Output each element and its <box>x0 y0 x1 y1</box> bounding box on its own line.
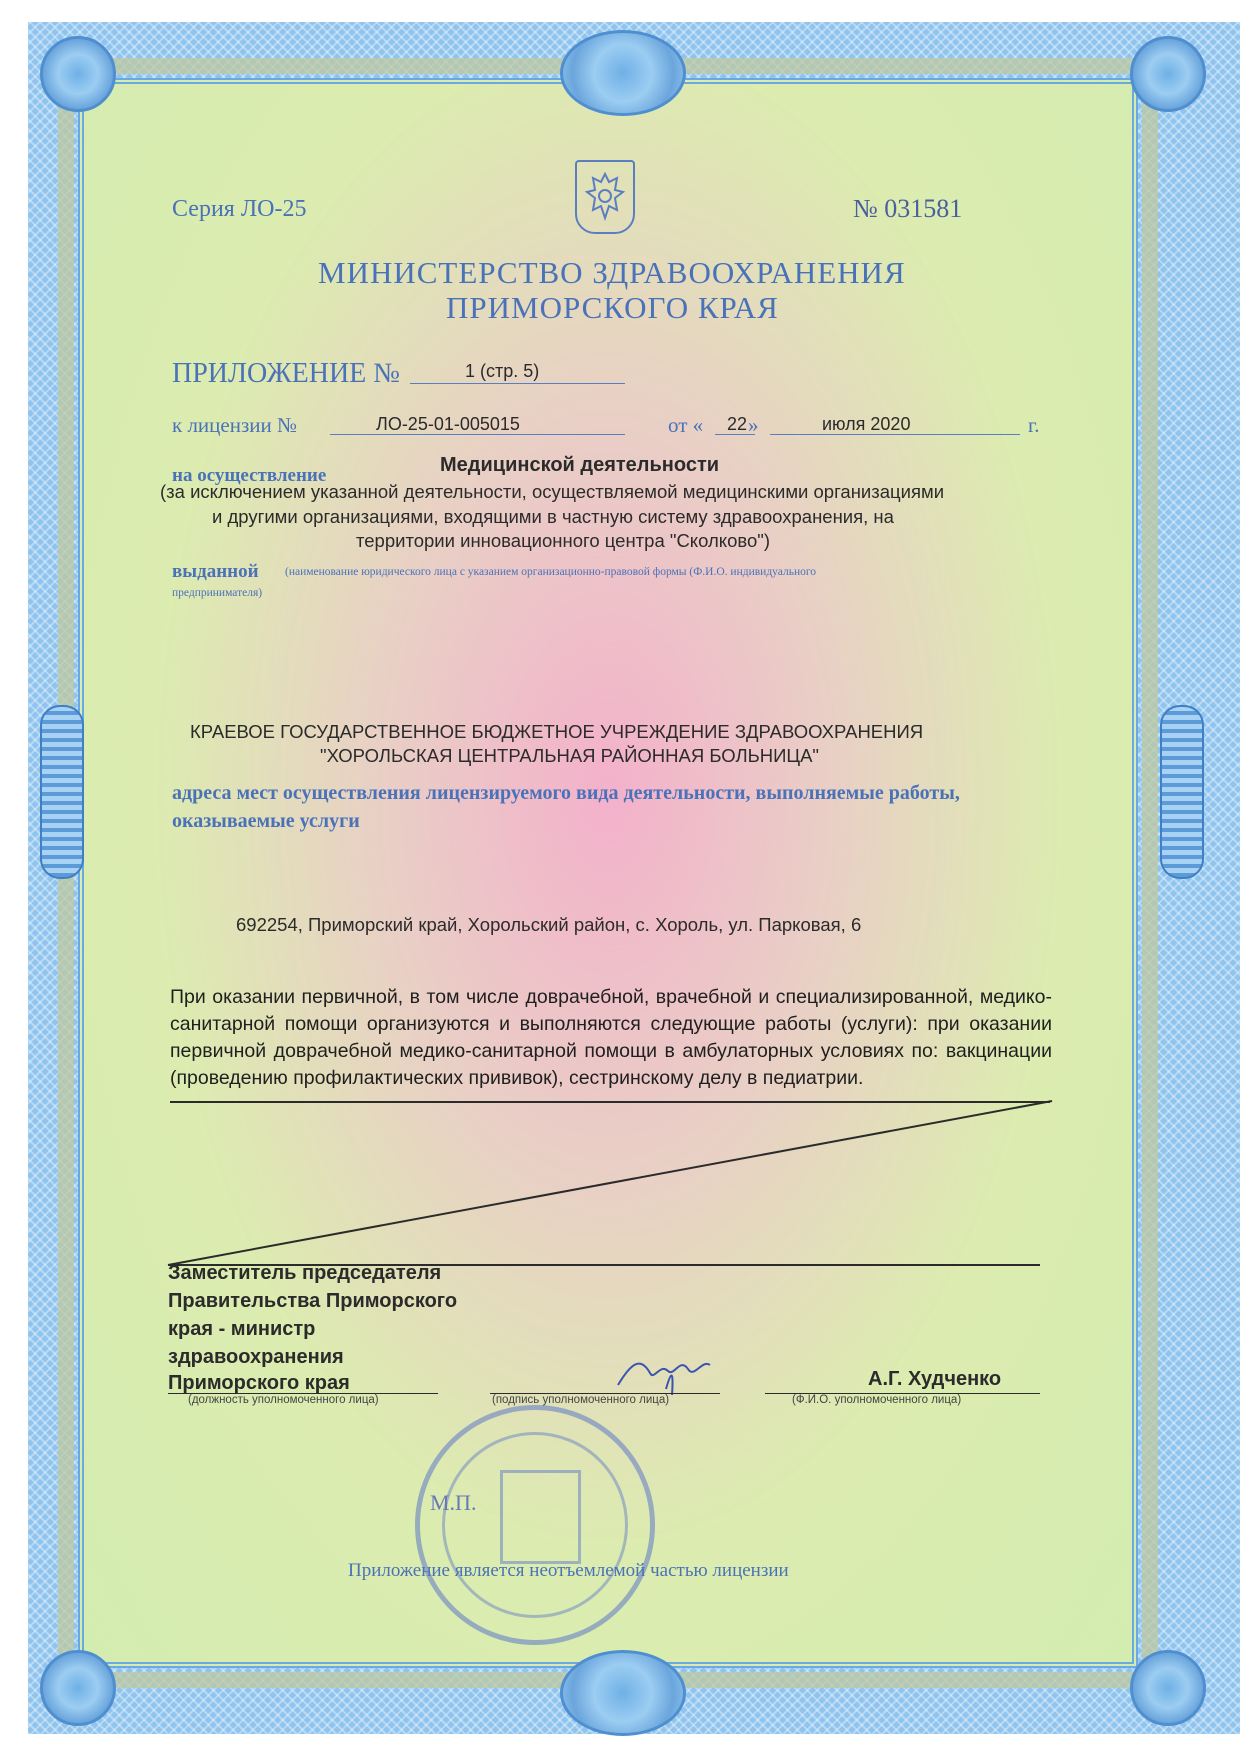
form-number: № 031581 <box>853 194 963 223</box>
coat-of-arms-icon <box>575 160 635 234</box>
license-day: 22 <box>727 414 748 434</box>
top-rosette <box>560 30 686 116</box>
corner-rosette-bl <box>40 1650 116 1726</box>
position-caption: (должность уполномоченного лица) <box>188 1394 379 1406</box>
seal-emblem-icon <box>500 1470 581 1564</box>
signature-caption: (подпись уполномоченного лица) <box>492 1394 670 1406</box>
signer-position-line1: Заместитель председателя <box>168 1262 442 1284</box>
license-number-underline <box>330 434 625 435</box>
activity-note-line3: территории инновационного центра "Сколково") <box>356 530 771 551</box>
date-from-label: от « <box>668 413 704 437</box>
left-ornament <box>40 705 84 879</box>
license-month-year: июля 2020 <box>822 414 911 434</box>
organization-name-line1: КРАЕВОЕ ГОСУДАРСТВЕННОЕ БЮДЖЕТНОЕ УЧРЕЖДЕНИЕ ЗДРАВООХРАНЕНИЯ <box>190 721 924 742</box>
signer-name: А.Г. Худченко <box>868 1368 1002 1390</box>
handwritten-signature <box>610 1345 730 1400</box>
month-underline <box>770 434 1020 435</box>
ministry-name-line2: ПРИМОРСКОГО КРАЯ <box>446 290 779 325</box>
addresses-label-line2: оказываемые услуги <box>172 810 360 832</box>
activity-title: Медицинской деятельности <box>440 454 720 476</box>
appendix-footer-note: Приложение является неотъемлемой частью лицензии <box>348 1560 789 1581</box>
year-suffix: г. <box>1028 413 1040 437</box>
corner-rosette-tl <box>40 36 116 112</box>
activity-label: на осуществление <box>172 465 327 486</box>
license-number: ЛО-25-01-005015 <box>376 414 520 434</box>
organization-name-line2: "ХОРОЛЬСКАЯ ЦЕНТРАЛЬНАЯ РАЙОННАЯ БОЛЬНИЦА" <box>320 745 819 766</box>
corner-rosette-br <box>1130 1650 1206 1726</box>
official-seal <box>415 1405 655 1645</box>
activity-note-line2: и другими организациями, входящими в частную систему здравоохранения, на <box>212 506 894 527</box>
issued-label: выданной <box>172 561 259 582</box>
signer-position-line5: Приморского края <box>168 1372 350 1394</box>
services-paragraph: При оказании первичной, в том числе доврачебной, врачебной и специализированной, медико-санитарной помощи организуются и выполняются следующие работы (услуги): при оказании первичной доврачебной медико-санитарной помощи в амбулаторных условиях по: вакцинации (проведению профилактических прививок), сестринскому делу в педиатрии. <box>170 986 1052 1089</box>
right-ornament <box>1160 705 1204 879</box>
series-label: Серия ЛО-25 <box>172 196 307 222</box>
signer-position-line4: здравоохранения <box>168 1346 344 1368</box>
name-caption: (Ф.И.О. уполномоченного лица) <box>792 1394 962 1406</box>
activity-address: 692254, Приморский край, Хорольский район, с. Хороль, ул. Парковая, 6 <box>236 914 862 935</box>
appendix-number: 1 (стр. 5) <box>465 361 540 381</box>
void-strike-line <box>160 1095 1060 1275</box>
issued-hint-line2: предпринимателя) <box>172 587 263 599</box>
appendix-label: ПРИЛОЖЕНИЕ № <box>172 358 400 389</box>
bottom-rosette <box>560 1650 686 1736</box>
signer-position-line3: края - министр <box>168 1318 316 1340</box>
addresses-label-line1: адреса мест осуществления лицензируемого вида деятельности, выполняемые работы, <box>172 782 960 804</box>
issued-hint-line1: (наименование юридического лица с указанием организационно-правовой формы (Ф.И.О. индивидуального <box>285 566 817 578</box>
day-underline <box>715 434 755 435</box>
ministry-name-line1: МИНИСТЕРСТВО ЗДРАВООХРАНЕНИЯ <box>318 255 906 290</box>
appendix-underline <box>410 383 625 384</box>
license-label: к лицензии № <box>172 413 298 437</box>
date-close-quote: » <box>748 413 759 437</box>
activity-note-line1: (за исключением указанной деятельности, осуществляемой медицинскими организациями <box>160 481 945 502</box>
seal-place-mark: М.П. <box>430 1490 477 1515</box>
corner-rosette-tr <box>1130 36 1206 112</box>
signer-position-line2: Правительства Приморского <box>168 1290 458 1312</box>
